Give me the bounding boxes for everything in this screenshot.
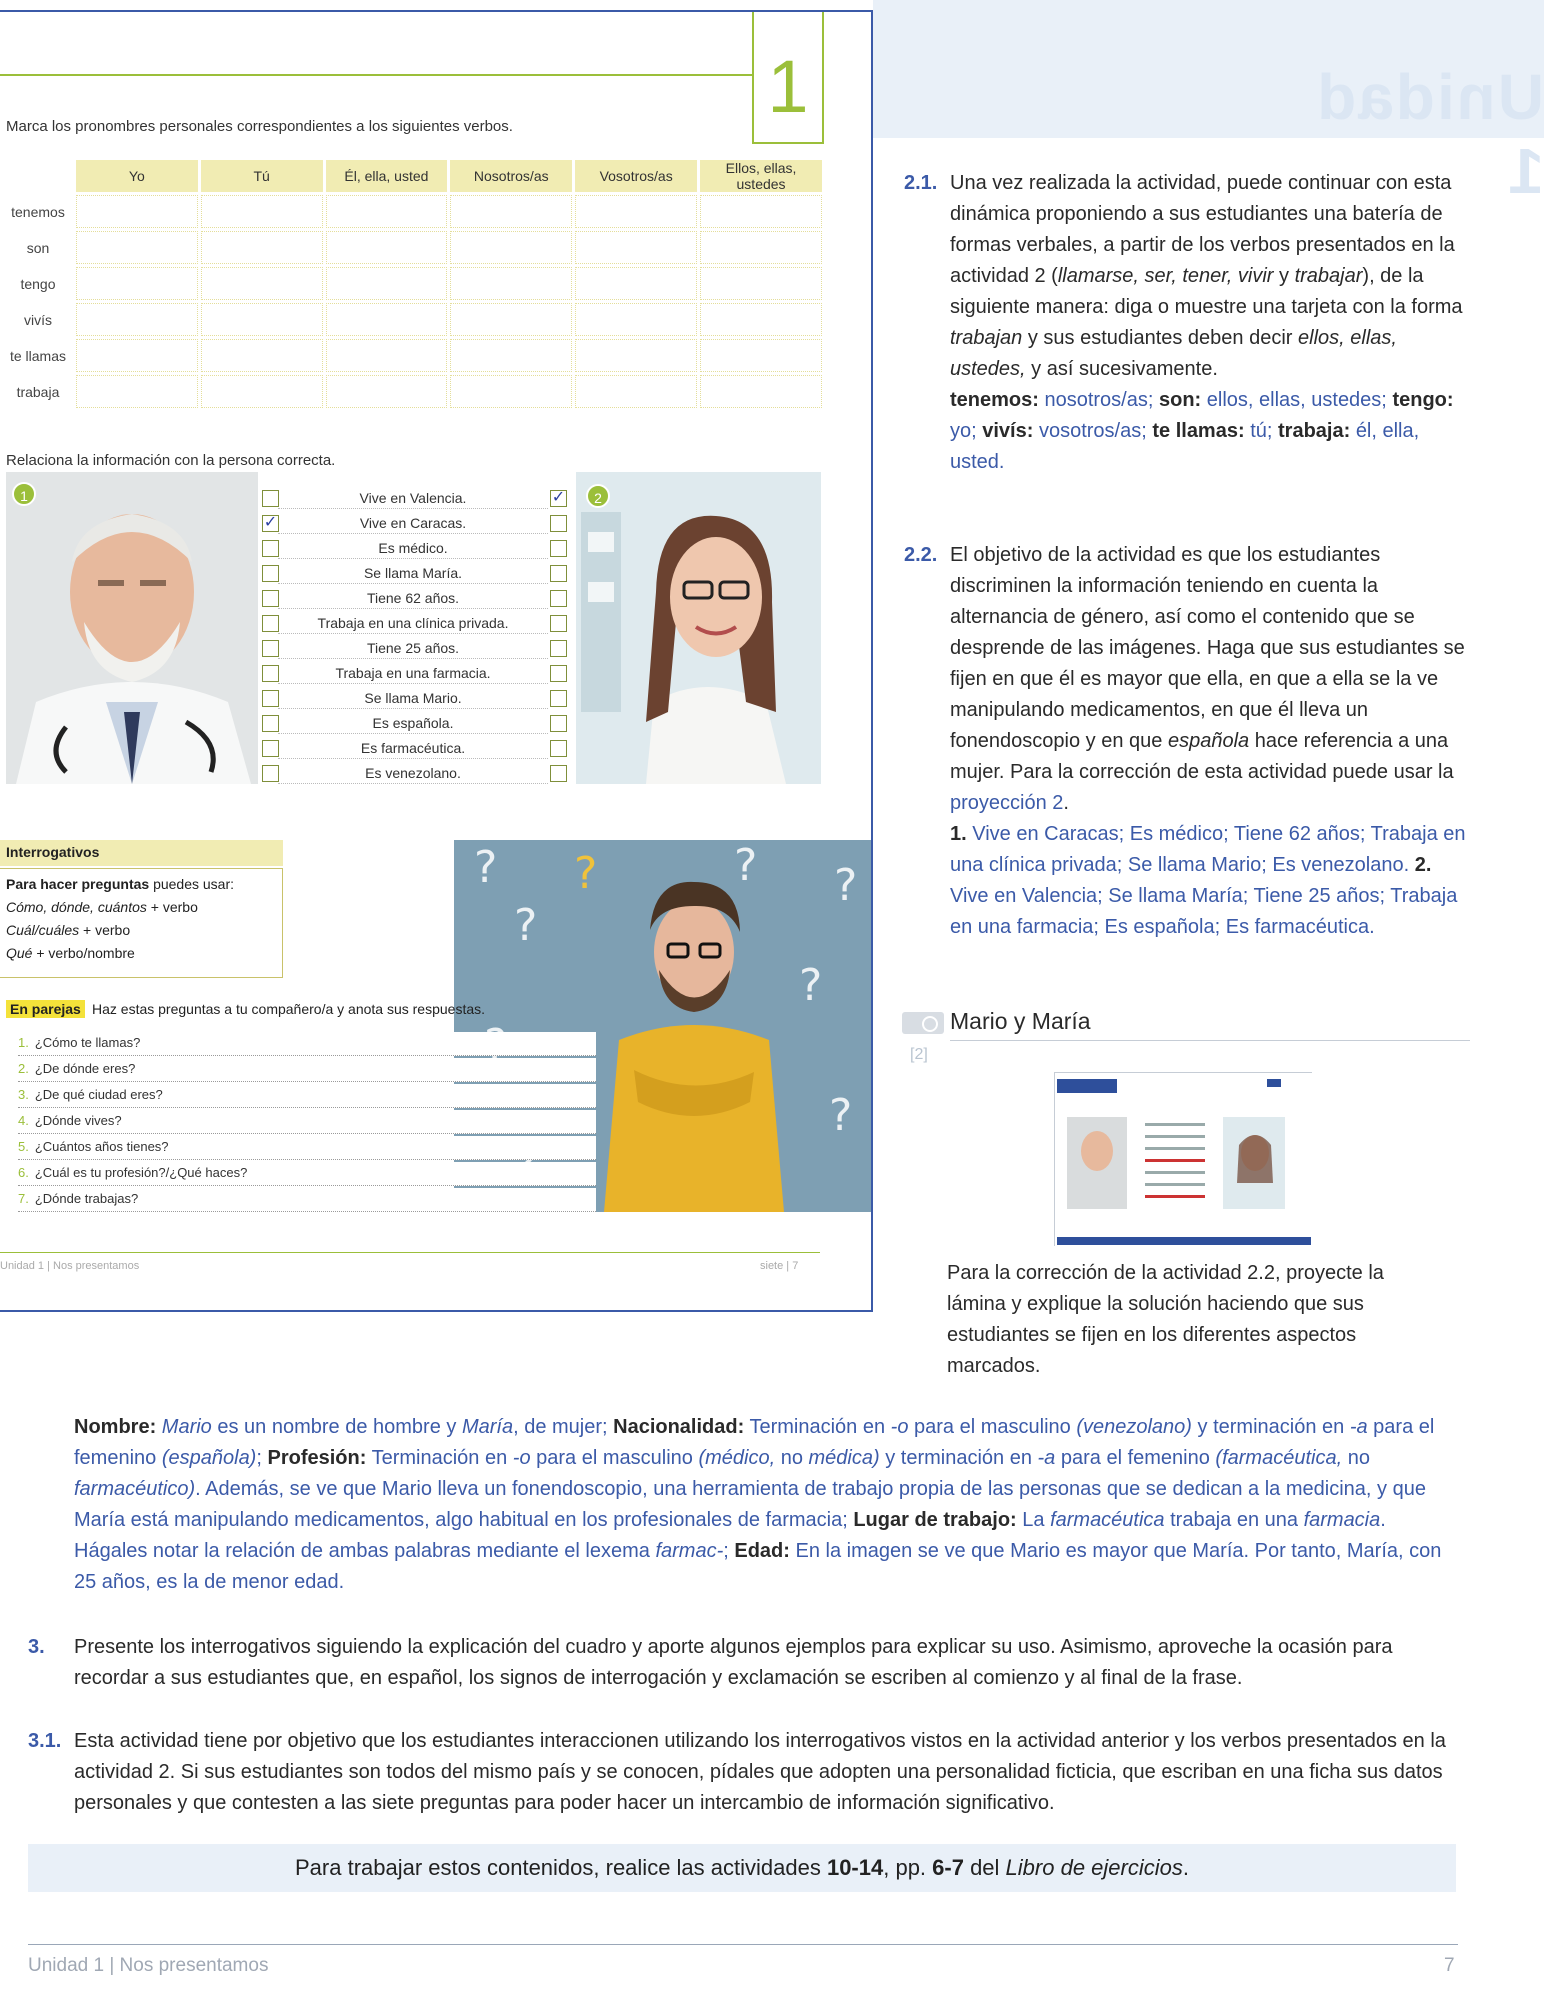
- table-row: [3, 375, 822, 408]
- verb-cell: trabaja: [16, 383, 60, 400]
- answer-cell[interactable]: [575, 375, 697, 408]
- doctor-illustration: [6, 472, 258, 784]
- projection-link[interactable]: proyección 2: [950, 792, 1064, 814]
- verb-cell: te llamas: [9, 347, 66, 364]
- checkbox-left[interactable]: [262, 640, 279, 657]
- answer-cell[interactable]: [76, 195, 198, 228]
- answer-cell[interactable]: [700, 339, 822, 372]
- answer-cell[interactable]: [201, 267, 323, 300]
- answer-cell[interactable]: [450, 339, 572, 372]
- answer-cell[interactable]: [700, 375, 822, 408]
- answer-cell[interactable]: [201, 231, 323, 264]
- projection-rule: [950, 1040, 1470, 1041]
- book-footer-rule: [0, 1252, 820, 1253]
- answer-cell[interactable]: [326, 195, 448, 228]
- interrogatives-line: Cómo, dónde, cuántos + verbo: [6, 899, 198, 915]
- page-footer-rule: [28, 1944, 1458, 1945]
- checkbox-right[interactable]: [550, 615, 567, 632]
- interrogatives-intro: Para hacer preguntas puedes usar:: [6, 876, 235, 892]
- table-corner: [3, 160, 73, 192]
- question-line[interactable]: 6. ¿Cuál es tu profesión?/¿Qué haces?: [18, 1162, 596, 1186]
- question-mark-decoration: ?: [829, 1090, 853, 1141]
- projection-number: [2]: [910, 1046, 928, 1063]
- answer-cell[interactable]: [700, 267, 822, 300]
- projection-icon: [902, 1012, 944, 1034]
- paragraph-2-2: 2.2. El objetivo de la actividad es que los estudiantes discriminen la información teniendo en cuenta la alternancia de género, así como el contenido que se desprende de las imágenes. Haga que sus estudiantes se fijen en que él es mayor que ella, en que a ella se la ve manipulando medicamentos, en que él lleva un fonendoscopio y en que española hace referencia a una mujer. Para la corrección de esta actividad puede usar la proyección 2. 1. Vive en Caracas; Es médico; Tiene 62 años; Trabaja en una clínica privada; Se llama Mario; Es venezolano. 2. Vive en Valencia; Se llama María; Tiene 25 años; Trabaja en una farmacia; Es española; Es farmacéutica.: [950, 540, 1470, 943]
- answer-cell[interactable]: [575, 267, 697, 300]
- checkbox-right[interactable]: [550, 665, 567, 682]
- interrogatives-line: Qué + verbo/nombre: [6, 945, 135, 961]
- answer-cell[interactable]: [76, 375, 198, 408]
- statement: Vive en Caracas.: [278, 513, 548, 534]
- checkbox-right[interactable]: [550, 565, 567, 582]
- checkbox-left[interactable]: [262, 715, 279, 732]
- table-header: Ellos, ellas, ustedes: [700, 160, 822, 192]
- checkbox-left[interactable]: [262, 765, 279, 782]
- unit-watermark: Unidad 1: [1315, 61, 1544, 207]
- answer-cell[interactable]: [326, 375, 448, 408]
- answer-cell[interactable]: [450, 375, 572, 408]
- statement: Es médico.: [278, 538, 548, 559]
- table-row: [3, 303, 822, 336]
- projection-thumbnail-image: [1055, 1073, 1313, 1247]
- table-row: [3, 231, 822, 264]
- question-line[interactable]: 5. ¿Cuántos años tienes?: [18, 1136, 596, 1160]
- statement: Trabaja en una clínica privada.: [278, 613, 548, 634]
- checkbox-left[interactable]: [262, 490, 279, 507]
- paragraph-3-1: 3.1. Esta actividad tiene por objetivo que los estudiantes interaccionen utilizando los interrogativos vistos en la actividad anterior y los verbos presentados en la actividad 2. Si sus estudiantes son todos del mismo país y se conocen, pídales que adopten una personalidad ficticia, que escriban en una ficha sus datos personales y que contesten a las siete preguntas para poder hacer un intercambio de información significativo.: [74, 1726, 1464, 1819]
- question-line[interactable]: 4. ¿Dónde vives?: [18, 1110, 596, 1134]
- checkbox-left[interactable]: [262, 665, 279, 682]
- checkbox-left[interactable]: [262, 740, 279, 757]
- question-line[interactable]: 1. ¿Cómo te llamas?: [18, 1032, 596, 1056]
- unit-tab: [752, 12, 824, 144]
- answer-cell[interactable]: [76, 303, 198, 336]
- answer-cell[interactable]: [201, 339, 323, 372]
- checkbox-left[interactable]: [262, 615, 279, 632]
- checkbox-right[interactable]: [550, 590, 567, 607]
- answer-cell[interactable]: [450, 267, 572, 300]
- answer-cell[interactable]: [575, 231, 697, 264]
- unit-number: 1: [767, 45, 809, 128]
- answer-cell[interactable]: [700, 231, 822, 264]
- answer-cell[interactable]: [326, 231, 448, 264]
- answer-cell[interactable]: [201, 195, 323, 228]
- paragraph-number: 2.2.: [904, 544, 938, 566]
- checkbox-left[interactable]: [262, 590, 279, 607]
- question-line[interactable]: 7. ¿Dónde trabajas?: [18, 1188, 596, 1212]
- checkbox-right[interactable]: [550, 640, 567, 657]
- paragraph-number: 3.: [28, 1636, 45, 1658]
- answer-cell[interactable]: [575, 339, 697, 372]
- projection-title: Mario y María: [950, 1008, 1091, 1034]
- statement: Se llama Mario.: [278, 688, 548, 709]
- question-mark-decoration: ?: [574, 848, 598, 899]
- header-rule: [0, 74, 752, 76]
- answer-cell[interactable]: [76, 267, 198, 300]
- verb-cell: son: [26, 239, 50, 256]
- question-mark-decoration: ?: [474, 842, 498, 893]
- answer-cell[interactable]: [76, 231, 198, 264]
- pairs-label: En parejas: [6, 1000, 85, 1018]
- answer-cell[interactable]: [326, 303, 448, 336]
- exercise1-instruction: Marca los pronombres personales correspondientes a los siguientes verbos.: [6, 118, 513, 135]
- statement: Se llama María.: [278, 563, 548, 584]
- checkbox-left[interactable]: [262, 540, 279, 557]
- projection-thumbnail[interactable]: [1054, 1072, 1312, 1246]
- projection-caption: Para la corrección de la actividad 2.2, proyecte la lámina y explique la solución haciendo que sus estudiantes se fijen en los diferentes aspectos marcados.: [947, 1262, 1384, 1377]
- page-number: 7: [1444, 1955, 1455, 1976]
- pronoun-table: [0, 157, 825, 411]
- paragraph-2-1: 2.1. Una vez realizada la actividad, puede continuar con esta dinámica proponiendo a sus estudiantes una batería de formas verbales, a partir de los verbos presentados en la actividad 2 (llamarse, ser, tener, vivir y trabajar), de la siguiente manera: diga o muestre una tarjeta con la forma trabajan y sus estudiantes deben decir ellos, ellas, ustedes, y así sucesivamente. tenemos: nosotros/as; son: ellos, ellas, ustedes; tengo: yo; vivís: vosotros/as; te llamas: tú; trabaja: él, ella, usted.: [950, 168, 1470, 478]
- statement: Tiene 25 años.: [278, 638, 548, 659]
- book-footer-left: Unidad 1 | Nos presentamos: [0, 1260, 140, 1272]
- book-footer-right: siete | 7: [760, 1260, 799, 1272]
- answer-cell[interactable]: [201, 303, 323, 336]
- checkbox-right-checked[interactable]: ✓: [551, 489, 566, 506]
- checkbox-right[interactable]: [550, 765, 567, 782]
- answer-cell[interactable]: [450, 231, 572, 264]
- answer-cell[interactable]: [700, 303, 822, 336]
- interrogatives-line: Cuál/cuáles + verbo: [6, 922, 131, 938]
- checkbox-right[interactable]: [550, 515, 567, 532]
- checkbox-left-checked[interactable]: ✓: [263, 514, 278, 531]
- table-header: Nosotros/as: [450, 160, 572, 192]
- verb-cell: tenemos: [11, 203, 65, 220]
- checkbox-left[interactable]: [262, 565, 279, 582]
- question-mark-decoration: ?: [514, 900, 538, 951]
- paragraph-number: 2.1.: [904, 172, 938, 194]
- student-book-page: [0, 10, 873, 1312]
- pharmacist-photo: [576, 472, 821, 784]
- paragraph-nombre: Nombre: Mario es un nombre de hombre y María, de mujer; Nacionalidad: Terminación en -o para el masculino (venezolano) y terminación en -a para el femenino (española); Profesión: Terminación en -o para el masculino (médico, no médica) y terminación en -a para el femenino (farmacéutica, no farmacéutico). Además, se ve que Mario lleva un fonendoscopio, una herramienta de trabajo propia de las personas que se dedican a la medicina, y que María está manipulando medicamentos, algo habitual en los profesionales de farmacia; Lugar de trabajo: La farmacéutica trabaja en una farmacia. Hágales notar la relación de ambas palabras mediante el lexema farmac-; Edad: En la imagen se ve que Mario es mayor que María. Por tanto, María, con 25 años, es la de menor edad.: [74, 1416, 1442, 1593]
- answer-cell[interactable]: [326, 339, 448, 372]
- table-row: [3, 339, 822, 372]
- pairs-instruction: Haz estas preguntas a tu compañero/a y anota sus respuestas.: [92, 1001, 486, 1017]
- interrogatives-title: Interrogativos: [0, 840, 283, 866]
- question-mark-decoration: ?: [734, 840, 758, 891]
- statement: Trabaja en una farmacia.: [278, 663, 548, 684]
- answer-cell[interactable]: [76, 339, 198, 372]
- person-badge-1: 1: [12, 482, 36, 506]
- checkbox-right[interactable]: [550, 540, 567, 557]
- verb-cell: tengo: [20, 275, 56, 292]
- statement: Es española.: [278, 713, 548, 734]
- question-line[interactable]: 3. ¿De qué ciudad eres?: [18, 1084, 596, 1108]
- paragraph-3: 3. Presente los interrogativos siguiendo la explicación del cuadro y aporte algunos ejemplos para explicar su uso. Asimismo, aproveche la ocasión para recordar a sus estudiantes que, en español, los signos de interrogación y exclamación se escriben al comienzo y al final de la frase.: [74, 1632, 1464, 1694]
- table-row: [3, 267, 822, 300]
- statement: Es venezolano.: [278, 763, 548, 784]
- paragraph-number: 3.1.: [28, 1730, 62, 1752]
- question-line[interactable]: 2. ¿De dónde eres?: [18, 1058, 596, 1082]
- exercise-book-note: Para trabajar estos contenidos, realice las actividades 10-14, pp. 6-7 del Libro de ejercicios.: [28, 1844, 1456, 1892]
- checkbox-right[interactable]: [550, 740, 567, 757]
- verb-cell: vivís: [23, 311, 52, 328]
- question-mark-decoration: ?: [799, 960, 823, 1011]
- question-mark-decoration: ?: [834, 860, 858, 911]
- answer-cell[interactable]: [575, 195, 697, 228]
- table-header: Yo: [76, 160, 198, 192]
- person-badge-2: 2: [586, 484, 610, 508]
- pharmacist-illustration: [576, 472, 821, 784]
- table-header: Vosotros/as: [575, 160, 697, 192]
- interrogatives-box: [0, 868, 283, 978]
- answer-cell[interactable]: [575, 303, 697, 336]
- answer-cell[interactable]: [326, 267, 448, 300]
- answer-cell[interactable]: [700, 195, 822, 228]
- answer-cell[interactable]: [450, 303, 572, 336]
- checkbox-right[interactable]: [550, 690, 567, 707]
- checkbox-left[interactable]: [262, 690, 279, 707]
- checkbox-right[interactable]: [550, 715, 567, 732]
- answer-cell[interactable]: [201, 375, 323, 408]
- table-row: [3, 195, 822, 228]
- answer-cell[interactable]: [450, 195, 572, 228]
- statement: Tiene 62 años.: [278, 588, 548, 609]
- table-header-row: [3, 160, 822, 192]
- table-header: Tú: [201, 160, 323, 192]
- statement: Vive en Valencia.: [278, 488, 548, 509]
- page-footer-left: Unidad 1 | Nos presentamos: [28, 1955, 269, 1976]
- table-header: Él, ella, usted: [326, 160, 448, 192]
- doctor-photo: [6, 472, 258, 784]
- statement: Es farmacéutica.: [278, 738, 548, 759]
- exercise2-instruction: Relaciona la información con la persona correcta.: [6, 452, 336, 469]
